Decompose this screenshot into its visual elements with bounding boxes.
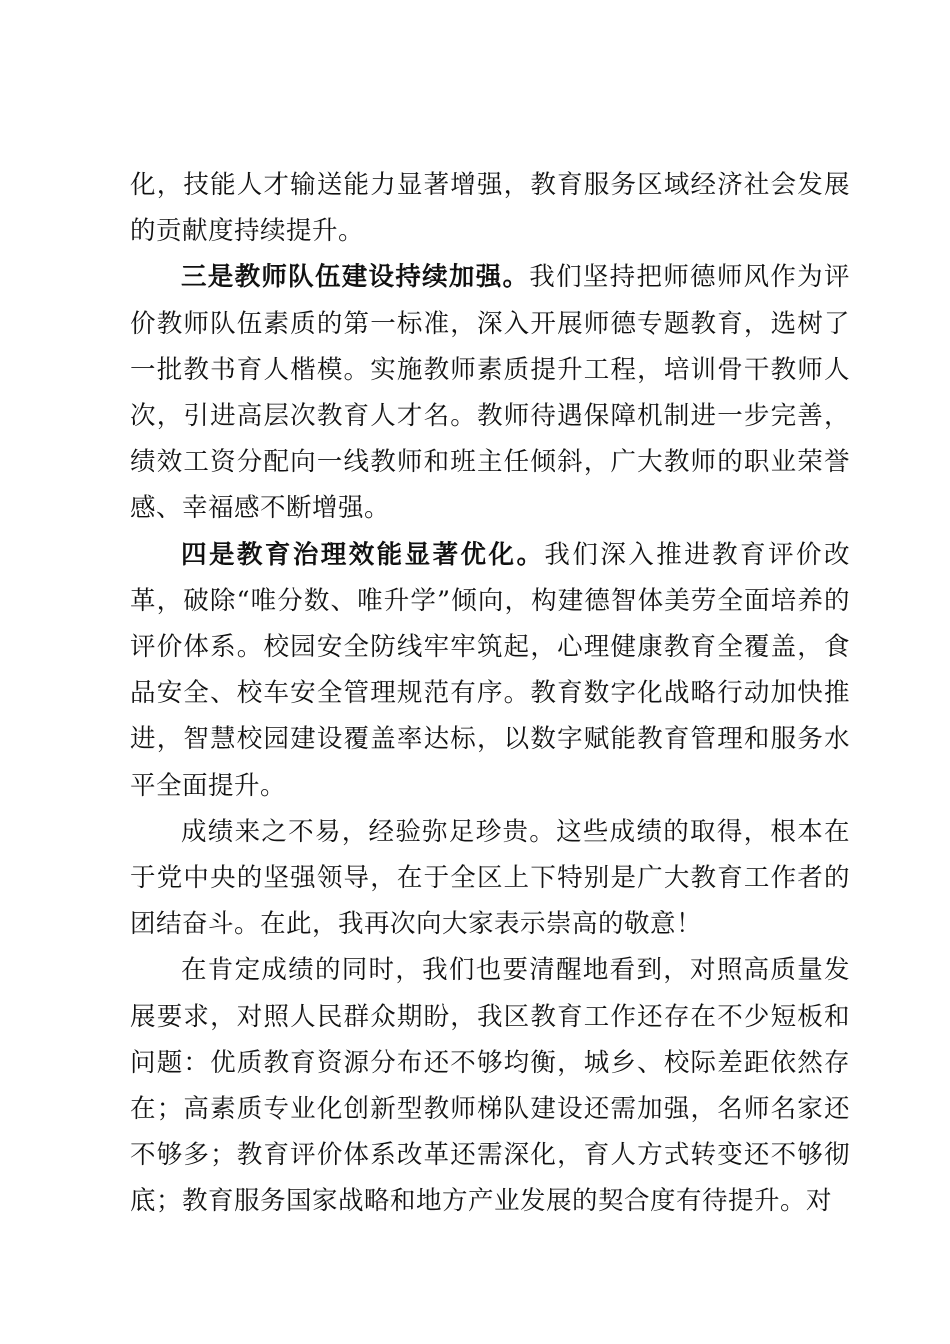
paragraph-achievements: [130, 809, 850, 948]
paragraph-lead-heading: 四是教育治理效能显著优化。: [181, 539, 545, 570]
paragraph-text: 在肯定成绩的同时，我们也要清醒地看到，对照高质量发展要求，对照人民群众期盼，我区教育工作还存在不少短板和问题：优质教育资源分布还不够均衡，城乡、校际差距依然存在；高素质专业化创新型教师梯队建设还需加强，名师名家还不够多；教育评价体系改革还需深化，育人方式转变还不够彻底；教育服务国家战略和地方产业发展的契合度有待提升。对: [130, 955, 850, 1217]
paragraph-problems: [130, 947, 850, 1224]
paragraph-text: 成绩来之不易，经验弥足珍贵。这些成绩的取得，根本在于党中央的坚强领导，在于全区上下特别是广大教育工作者的团结奋斗。在此，我再次向大家表示崇高的敬意！: [130, 816, 850, 940]
paragraph-continuation: [130, 162, 850, 254]
paragraph-text: 化，技能人才输送能力显著增强，教育服务区域经济社会发展的贡献度持续提升。: [130, 170, 850, 247]
paragraph-text: 我们深入推进教育评价改革，破除“唯分数、唯升学”倾向，构建德智体美劳全面培养的评价体系。校园安全防线牢牢筑起，心理健康教育全覆盖，食品安全、校车安全管理规范有序。教育数字化战略行动加快推进，智慧校园建设覆盖率达标，以数字赋能教育管理和服务水平全面提升。: [130, 539, 850, 801]
document-body: [130, 162, 850, 1225]
paragraph-lead-heading: 三是教师队伍建设持续加强。: [181, 262, 530, 293]
paragraph-text: 我们坚持把师德师风作为评价教师队伍素质的第一标准，深入开展师德专题教育，选树了一批教书育人楷模。实施教师素质提升工程，培训骨干教师人次，引进高层次教育人才名。教师待遇保障机制进一步完善，绩效工资分配向一线教师和班主任倾斜，广大教师的职业荣誉感、幸福感不断增强。: [130, 262, 850, 524]
paragraph-governance: [130, 532, 850, 809]
paragraph-teacher-team: [130, 254, 850, 531]
